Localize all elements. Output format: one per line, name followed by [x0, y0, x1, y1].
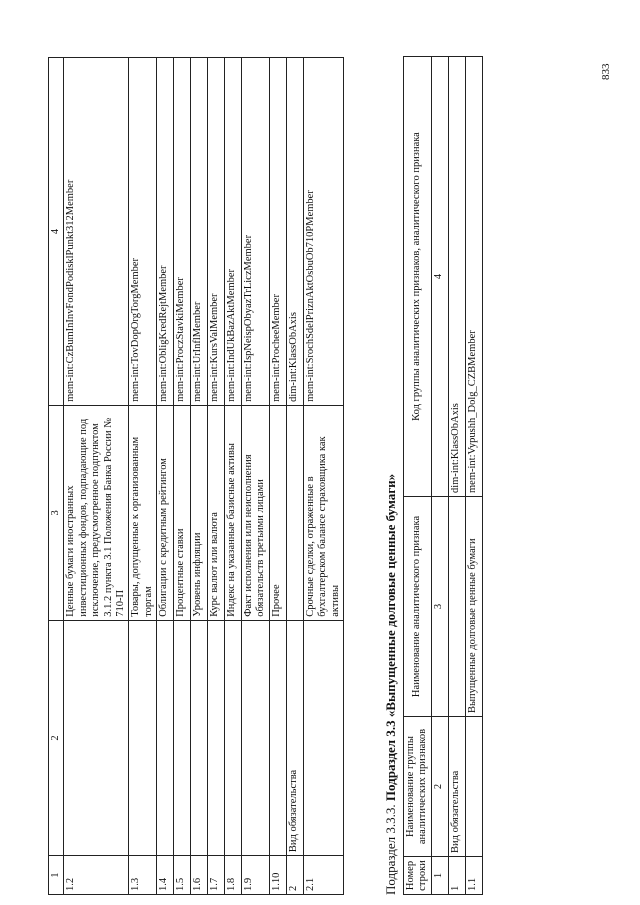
- code-cell: mem-int:ObligKredRejtMember: [157, 58, 174, 406]
- column-number-cell: 2: [431, 717, 448, 857]
- group-name-cell: [269, 620, 286, 855]
- header-cell: Номер строки: [404, 857, 432, 895]
- table-row: [208, 58, 225, 895]
- table-header-row: [404, 57, 432, 895]
- attribute-name-cell: Ценные бумаги иностранных инвестиционных фондов, подпадающие под исключение, предусмотренное подпунктом 3.1.2 пункта 3.1 Положения Банка России № 710-П: [64, 405, 129, 620]
- code-cell: mem-int:UrInflMember: [191, 58, 208, 406]
- table-row: [191, 58, 208, 895]
- group-name-cell: [157, 620, 174, 855]
- group-name-cell: [64, 620, 129, 855]
- column-number-row: [431, 57, 448, 895]
- row-number-cell: 1.7: [208, 856, 225, 895]
- table-row: [465, 57, 482, 895]
- page-number: 833: [600, 63, 612, 80]
- row-number-cell: 1.10: [269, 856, 286, 895]
- table-header-row: [49, 58, 64, 895]
- code-cell: mem-int:Vypushh_Dolg_CZBMember: [465, 57, 482, 497]
- subsection-prefix: Подраздел 3.3.3.: [383, 804, 398, 895]
- column-number-cell: 4: [431, 57, 448, 497]
- row-number-cell: 1.5: [174, 856, 191, 895]
- code-cell: mem-int:IndUkBazAktMember: [225, 58, 242, 406]
- table-row: [269, 58, 286, 895]
- table-row: [64, 58, 129, 895]
- row-number-cell: 1: [448, 857, 465, 895]
- row-number-cell: 1.2: [64, 856, 129, 895]
- group-name-cell: [191, 620, 208, 855]
- group-name-cell: [303, 620, 343, 855]
- code-cell: mem-int:IspNeispObyazTrLiczMember: [242, 58, 270, 406]
- rotated-content: [48, 45, 608, 895]
- attribute-name-cell: Процентные ставки: [174, 405, 191, 620]
- group-name-cell: [225, 620, 242, 855]
- row-number-cell: 1.4: [157, 856, 174, 895]
- attribute-name-cell: Товары, допущенные к организованным торгам: [129, 405, 157, 620]
- group-name-cell: [208, 620, 225, 855]
- header-cell: 3: [49, 405, 64, 620]
- table-row: [303, 58, 343, 895]
- header-cell: 4: [49, 58, 64, 406]
- group-name-cell: [174, 620, 191, 855]
- attribute-name-cell: Уровень инфляции: [191, 405, 208, 620]
- table-row: [129, 58, 157, 895]
- attribute-name-cell: Выпущенные долговые ценные бумаги: [465, 497, 482, 717]
- header-cell: 2: [49, 620, 64, 855]
- issued-debt-securities-table: [403, 56, 483, 895]
- analytics-table-continued: [48, 57, 344, 895]
- attribute-name-cell: Курс валют или валюта: [208, 405, 225, 620]
- group-name-cell: Вид обязательства: [286, 620, 303, 855]
- attribute-name-cell: Факт исполнения или неисполнения обязательств третьими лицами: [242, 405, 270, 620]
- row-number-cell: 2: [286, 856, 303, 895]
- code-cell: mem-int:ProcheeMember: [269, 58, 286, 406]
- code-cell: dim-int:KlassObAxis: [286, 58, 303, 406]
- code-cell: mem-int:SrochSdelPriznAktOsbuOb710PMember: [303, 58, 343, 406]
- group-name-cell: [242, 620, 270, 855]
- attribute-name-cell: [286, 405, 303, 620]
- subsection-heading: Подраздел 3.3 «Выпущенные долговые ценные бумаги»: [383, 473, 398, 802]
- row-number-cell: 1.8: [225, 856, 242, 895]
- header-cell: Наименование аналитического признака: [404, 497, 432, 717]
- table-row: [225, 58, 242, 895]
- header-cell: Наименование группы аналитических признаков: [404, 717, 432, 857]
- table-row: [242, 58, 270, 895]
- row-number-cell: 1.9: [242, 856, 270, 895]
- row-number-cell: 2.1: [303, 856, 343, 895]
- attribute-name-cell: Прочее: [269, 405, 286, 620]
- attribute-name-cell: [448, 497, 465, 717]
- code-cell: mem-int:ProczStavkiMember: [174, 58, 191, 406]
- row-number-cell: 1.1: [465, 857, 482, 895]
- group-name-cell: [465, 717, 482, 857]
- attribute-name-cell: Облигации с кредитным рейтингом: [157, 405, 174, 620]
- header-cell: Код группы аналитических признаков, аналитического признака: [404, 57, 432, 497]
- table-row: [174, 58, 191, 895]
- attribute-name-cell: Срочные сделки, отраженные в бухгалтерском балансе страховщика как активы: [303, 405, 343, 620]
- code-cell: mem-int:KursValMember: [208, 58, 225, 406]
- row-number-cell: 1.3: [129, 856, 157, 895]
- column-number-cell: 3: [431, 497, 448, 717]
- attribute-name-cell: Индекс на указанные базисные активы: [225, 405, 242, 620]
- table-row: [448, 57, 465, 895]
- table-row: [157, 58, 174, 895]
- column-number-cell: 1: [431, 857, 448, 895]
- group-name-cell: Вид обязательства: [448, 717, 465, 857]
- header-cell: 1: [49, 856, 64, 895]
- code-cell: mem-int:CzBumInInvFondPodisklPunkt312Member: [64, 58, 129, 406]
- table-row: [286, 58, 303, 895]
- code-cell: mem-int:TovDopOrgTorgMember: [129, 58, 157, 406]
- code-cell: dim-int:KlassObAxis: [448, 57, 465, 497]
- group-name-cell: [129, 620, 157, 855]
- row-number-cell: 1.6: [191, 856, 208, 895]
- subsection-title: [383, 57, 399, 895]
